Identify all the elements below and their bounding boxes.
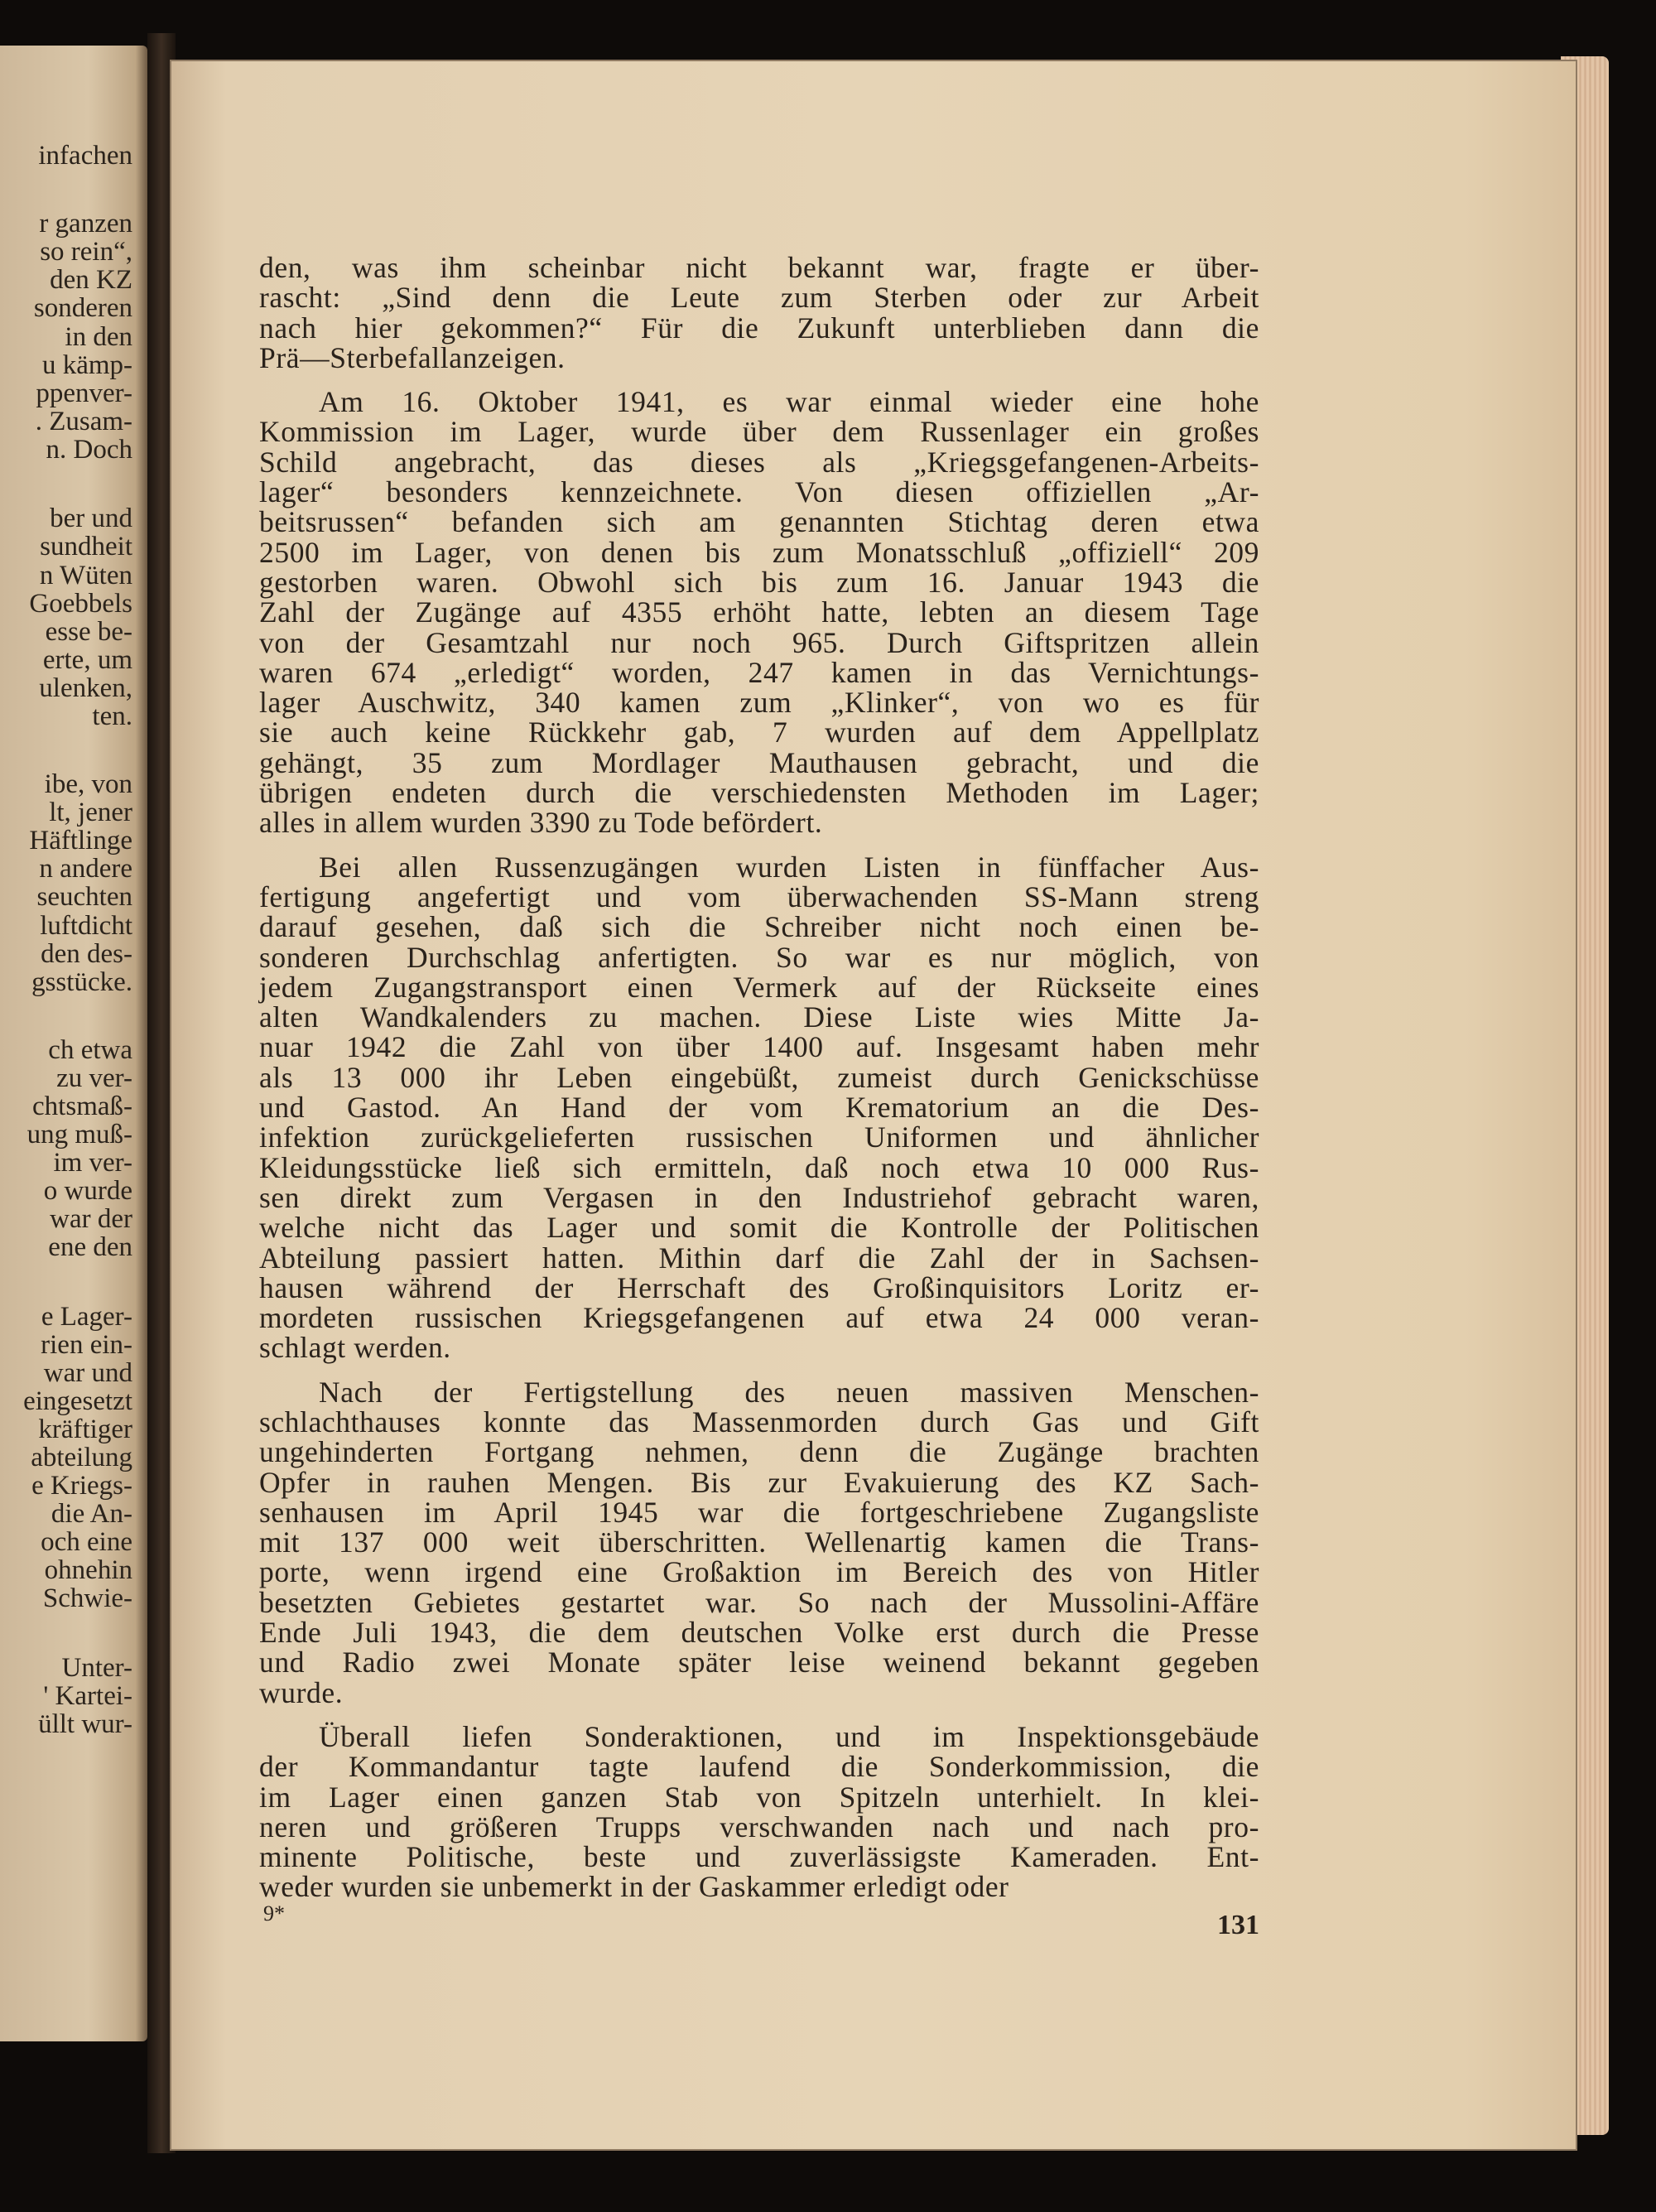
text-line: Ende Juli 1943, die dem deutschen Volke erst durch die Presse bbox=[259, 1616, 1259, 1650]
left-page-text-fragment: üllt wur- bbox=[38, 1709, 132, 1739]
text-line: rascht: „Sind denn die Leute zum Sterben oder zur Arbeit bbox=[259, 281, 1259, 315]
text-line: ungehinderten Fortgang nehmen, denn die Zugänge brachten bbox=[259, 1435, 1259, 1469]
text-line: im Lager einen ganzen Stab von Spitzeln unterhielt. In klei- bbox=[259, 1780, 1259, 1814]
text-line: von der Gesamtzahl nur noch 965. Durch Giftspritzen allein bbox=[259, 625, 1259, 659]
text-line: Bei allen Russenzugängen wurden Listen in fünffacher Aus- bbox=[319, 850, 1259, 884]
paragraph bbox=[259, 852, 1259, 1363]
paragraph bbox=[259, 385, 1259, 840]
text-line: mordeten russischen Kriegsgefangenen auf etwa 24 000 veran- bbox=[259, 1301, 1259, 1335]
left-page-text-fragment: ' Kartei- bbox=[43, 1681, 132, 1711]
left-page-text-fragment: och eine bbox=[41, 1527, 132, 1557]
text-line: schlachthauses konnte das Massenmorden durch Gas und Gift bbox=[259, 1405, 1259, 1439]
left-page-text-fragment: Goebbels bbox=[29, 589, 132, 619]
text-line: lager“ besonders kennzeichnete. Von diesen offiziellen „Ar- bbox=[259, 475, 1259, 509]
left-page-text-fragment: ppenver- bbox=[36, 378, 132, 408]
left-page-text-fragment: so rein“, bbox=[40, 237, 132, 267]
text-line: minente Politische, beste und zuverlässigste Kameraden. Ent- bbox=[259, 1840, 1259, 1874]
text-line: als 13 000 ihr Leben eingebüßt, zumeist durch Genickschüsse bbox=[259, 1060, 1259, 1094]
text-line: sie auch keine Rückkehr gab, 7 wurden auf dem Appellplatz bbox=[259, 716, 1259, 749]
signature-mark: 9* bbox=[263, 1901, 285, 1925]
left-page-text-fragment: lt, jener bbox=[49, 798, 132, 827]
text-line: den, was ihm scheinbar nicht bekannt war, fragte er über- bbox=[259, 251, 1259, 284]
left-page-text-fragment: ene den bbox=[48, 1232, 132, 1262]
left-page-text-fragment: Schwie- bbox=[42, 1583, 132, 1613]
left-page-text-fragment: war der bbox=[50, 1204, 132, 1234]
left-page-text-fragment: gsstücke. bbox=[31, 967, 132, 997]
text-line: Kleidungsstücke ließ sich ermitteln, daß noch etwa 10 000 Rus- bbox=[259, 1150, 1259, 1184]
text-line: wurde. bbox=[259, 1675, 344, 1709]
left-page-text-fragment: kräftiger bbox=[38, 1414, 132, 1444]
text-line: Überall liefen Sonderaktionen, und im Inspektionsgebäude bbox=[319, 1719, 1259, 1753]
left-page-text-fragment: ber und bbox=[50, 504, 132, 533]
left-page-text-fragment: n Wüten bbox=[39, 561, 132, 590]
paragraph bbox=[259, 1719, 1259, 1904]
left-page-text-fragment: ten. bbox=[92, 701, 132, 731]
left-page-text-fragment: rien ein- bbox=[41, 1330, 132, 1360]
text-line: darauf gesehen, daß sich die Schreiber nicht noch einen be- bbox=[259, 910, 1259, 944]
paragraph bbox=[259, 1377, 1259, 1708]
left-page-text-fragment: Häftlinge bbox=[29, 826, 132, 855]
left-page-text-fragment: erte, um bbox=[42, 645, 132, 675]
paragraph bbox=[259, 253, 1259, 373]
left-page-text-fragment: den KZ bbox=[50, 265, 132, 295]
left-page-text-fragment: r ganzen bbox=[39, 209, 132, 239]
left-page-text-fragment: ibe, von bbox=[44, 769, 132, 799]
text-line: weder wurden sie unbemerkt in der Gaskammer erledigt oder bbox=[259, 1870, 1009, 1904]
text-line: 2500 im Lager, von denen bis zum Monatsschluß „offiziell“ 209 bbox=[259, 535, 1259, 569]
text-line: fertigung angefertigt und vom überwachenden SS-Mann streng bbox=[259, 879, 1259, 913]
page-number: 131 bbox=[1217, 1910, 1259, 1940]
text-line: und Gastod. An Hand der vom Krematorium an die Des- bbox=[259, 1091, 1259, 1125]
text-line: porte, wenn irgend eine Großaktion im Bereich des von Hitler bbox=[259, 1555, 1259, 1589]
left-page-text-fragment: zu ver- bbox=[56, 1063, 132, 1093]
left-page-text-fragment: chtsmaß- bbox=[32, 1092, 132, 1121]
text-line: Prä—Sterbefallanzeigen. bbox=[259, 340, 566, 374]
left-page-text-fragment: luftdicht bbox=[40, 911, 132, 941]
text-line: alten Wandkalenders zu machen. Diese Liste wies Mitte Ja- bbox=[259, 1000, 1259, 1034]
left-page-text-fragment: e Lager- bbox=[41, 1302, 132, 1332]
text-line: nach hier gekommen?“ Für die Zukunft unterblieben dann die bbox=[259, 311, 1259, 345]
left-page-text-fragment: die An- bbox=[51, 1499, 132, 1529]
text-line: Nach der Fertigstellung des neuen massiven Menschen- bbox=[319, 1375, 1259, 1409]
left-page-text-fragment: u kämp- bbox=[41, 350, 132, 380]
text-line: Am 16. Oktober 1941, es war einmal wieder eine hohe bbox=[319, 385, 1259, 419]
left-page-text-fragment: e Kriegs- bbox=[31, 1471, 132, 1501]
left-page-text-fragment: o wurde bbox=[43, 1176, 132, 1206]
left-page-text-fragment: . Zusam- bbox=[35, 407, 132, 436]
text-line: besetzten Gebietes gestartet war. So nach der Mussolini-Affäre bbox=[259, 1585, 1259, 1619]
text-line: mit 137 000 weit überschritten. Wellenartig kamen die Trans- bbox=[259, 1525, 1259, 1559]
left-page-text-fragment: sundheit bbox=[40, 532, 132, 561]
text-line: Zahl der Zugänge auf 4355 erhöht hatte, lebten an diesem Tage bbox=[259, 595, 1259, 629]
left-page-text-fragment: ung muß- bbox=[26, 1120, 132, 1149]
left-page-text-fragment: war und bbox=[43, 1358, 132, 1388]
text-line: jedem Zugangstransport einen Vermerk auf der Rückseite eines bbox=[259, 970, 1259, 1004]
body-text bbox=[259, 253, 1259, 1902]
text-line: waren 674 „erledigt“ worden, 247 kamen in das Vernichtungs- bbox=[259, 655, 1259, 689]
left-page-text-fragment: seuchten bbox=[36, 882, 132, 912]
left-page-text-fragment: sonderen bbox=[33, 293, 132, 323]
left-page-text-fragment: ulenken, bbox=[39, 673, 132, 703]
text-line: der Kommandantur tagte laufend die Sonderkommission, die bbox=[259, 1750, 1259, 1784]
text-line: hausen während der Herrschaft des Großinquisitors Loritz er- bbox=[259, 1270, 1259, 1304]
text-line: Schild angebracht, das dieses als „Kriegsgefangenen-Arbeits- bbox=[259, 445, 1259, 479]
left-page-text-fragment: infachen bbox=[38, 141, 132, 171]
left-page-text-fragment: den des- bbox=[41, 939, 132, 969]
left-page-text-fragment: n andere bbox=[39, 854, 132, 884]
text-line: gestorben waren. Obwohl sich bis zum 16. Januar 1943 die bbox=[259, 565, 1259, 599]
left-page-text-fragment: Unter- bbox=[61, 1653, 132, 1683]
left-page bbox=[0, 46, 147, 2041]
left-page-text-fragment: in den bbox=[65, 322, 132, 352]
text-line: nuar 1942 die Zahl von über 1400 auf. Insgesamt haben mehr bbox=[259, 1030, 1259, 1064]
text-line: schlagt werden. bbox=[259, 1331, 451, 1365]
left-page-text-fragment: n. Doch bbox=[46, 435, 132, 465]
text-line: lager Auschwitz, 340 kamen zum „Klinker“, von wo es für bbox=[259, 686, 1259, 720]
text-line: infektion zurückgelieferten russischen Uniformen und ähnlicher bbox=[259, 1120, 1259, 1154]
text-line: neren und größeren Trupps verschwanden nach und nach pro- bbox=[259, 1810, 1259, 1843]
text-line: gehängt, 35 zum Mordlager Mauthausen gebracht, und die bbox=[259, 745, 1259, 779]
text-line: und Radio zwei Monate später leise weinend bekannt gegeben bbox=[259, 1646, 1259, 1679]
text-line: alles in allem wurden 3390 zu Tode befördert. bbox=[259, 806, 823, 840]
left-page-text-fragment: ohnehin bbox=[44, 1555, 132, 1585]
text-line: Opfer in rauhen Mengen. Bis zur Evakuierung des KZ Sach- bbox=[259, 1465, 1259, 1499]
text-line: sen direkt zum Vergasen in den Industriehof gebracht waren, bbox=[259, 1180, 1259, 1214]
left-page-text-fragment: abteilung bbox=[31, 1443, 132, 1472]
text-line: welche nicht das Lager und somit die Kontrolle der Politischen bbox=[259, 1211, 1259, 1245]
left-page-text-fragment: im ver- bbox=[53, 1148, 132, 1178]
left-page-text-fragment: eingesetzt bbox=[23, 1386, 132, 1416]
text-line: beitsrussen“ befanden sich am genannten Stichtag deren etwa bbox=[259, 505, 1259, 539]
text-line: sonderen Durchschlag anfertigten. So war es nur möglich, von bbox=[259, 940, 1259, 974]
text-line: senhausen im April 1945 war die fortgeschriebene Zugangsliste bbox=[259, 1495, 1259, 1529]
text-line: Abteilung passiert hatten. Mithin darf die Zahl der in Sachsen- bbox=[259, 1241, 1259, 1275]
left-page-text-fragment: ch etwa bbox=[48, 1035, 132, 1065]
text-line: Kommission im Lager, wurde über dem Russenlager ein großes bbox=[259, 415, 1259, 449]
left-page-text-fragment: esse be- bbox=[45, 617, 132, 647]
text-line: übrigen endeten durch die verschiedensten Methoden im Lager; bbox=[259, 776, 1259, 810]
